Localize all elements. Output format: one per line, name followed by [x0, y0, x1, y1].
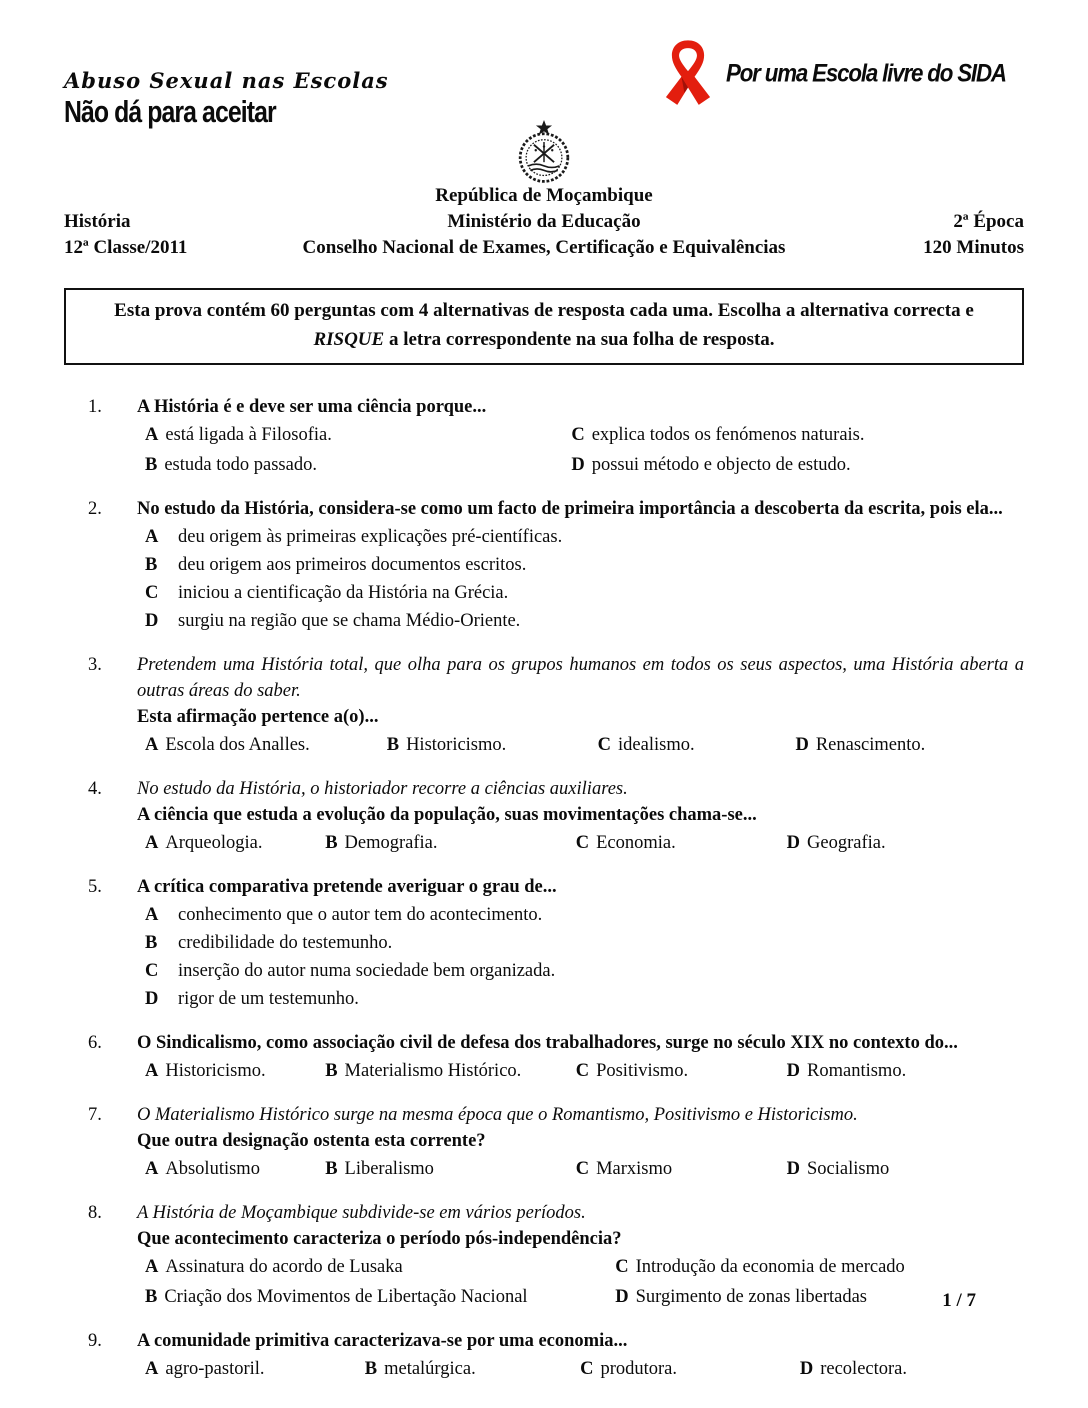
option-letter: C: [575, 1061, 590, 1081]
header-row-2: [64, 235, 1024, 261]
header-class-year: 12ª Classe/2011: [64, 237, 188, 258]
option-text: explica todos os fenómenos naturais.: [591, 425, 865, 445]
option-letter: A: [145, 905, 159, 925]
option-letter: A: [145, 1359, 159, 1379]
header-country: República de Moçambique: [435, 185, 653, 206]
question-stem: O Sindicalismo, como associação civil de defesa dos trabalhadores, surge no século XIX no contexto do...: [137, 1033, 958, 1053]
options-group: [145, 1355, 1024, 1383]
question-number: 5.: [88, 877, 102, 897]
instruction-text-post: a letra correspondente na sua folha de resposta.: [384, 329, 775, 350]
answer-option: [576, 1057, 787, 1085]
option-letter: A: [145, 1257, 159, 1277]
question-number: 9.: [88, 1331, 102, 1351]
option-text: Surgimento de zonas libertadas: [635, 1287, 867, 1307]
question-intro: Pretendem uma História total, que olha para os grupos humanos em todos os seus aspectos, uma História aberta a outras áreas do saber.: [137, 655, 1024, 701]
option-text: deu origem às primeiras explicações pré-científicas.: [178, 527, 563, 547]
answer-option: [576, 1155, 787, 1183]
question-body: [137, 394, 1024, 479]
option-letter: A: [145, 1061, 159, 1081]
option-text: Demografia.: [344, 833, 438, 853]
option-letter: C: [615, 1257, 629, 1277]
answer-option: [145, 421, 571, 449]
option-text: credibilidade do testemunho.: [178, 933, 393, 953]
option-letter: D: [786, 1159, 801, 1179]
answer-option: [145, 1253, 615, 1281]
answer-option: [787, 1155, 1024, 1183]
answer-option: [145, 551, 1024, 579]
document-content: [0, 183, 1088, 1400]
answer-option: [145, 829, 325, 857]
option-text: Arqueologia.: [165, 833, 263, 853]
answer-option: [580, 1355, 800, 1383]
answer-option: [571, 451, 1024, 479]
answer-option: [325, 1155, 576, 1183]
option-letter: B: [145, 455, 158, 475]
question-body: [137, 1200, 1024, 1311]
option-letter: C: [575, 1159, 590, 1179]
option-letter: D: [799, 1359, 814, 1379]
option-letter: B: [145, 555, 158, 575]
option-text: Marxismo: [596, 1159, 673, 1179]
option-letter: B: [325, 1159, 338, 1179]
question-item: [64, 776, 1024, 857]
option-text: Socialismo: [807, 1159, 890, 1179]
option-text: estuda todo passado.: [164, 455, 317, 475]
header-duration: 120 Minutos: [923, 237, 1024, 258]
options-group: [145, 731, 1024, 759]
question-stem: A ciência que estuda a evolução da população, suas movimentações chama-se...: [137, 805, 757, 825]
option-text: possui método e objecto de estudo.: [591, 455, 851, 475]
question-number: 2.: [88, 499, 102, 519]
answer-option: [800, 1355, 1024, 1383]
question-body: [137, 1030, 1024, 1085]
option-text: Historicismo.: [165, 1061, 266, 1081]
option-text: Introdução da economia de mercado: [635, 1257, 905, 1277]
answer-option: [145, 929, 1024, 957]
instruction-text-pre: Esta prova contém 60 perguntas com 4 alternativas de resposta cada uma. Escolha a alternativa correcta e: [114, 300, 974, 321]
option-text: Romantismo.: [807, 1061, 907, 1081]
question-number: 4.: [88, 779, 102, 799]
answer-option: [787, 1057, 1024, 1085]
question-stem: Esta afirmação pertence a(o)...: [137, 707, 379, 727]
option-letter: C: [145, 961, 159, 981]
campaign-slogan: Não dá para aceitar: [64, 95, 276, 129]
option-letter: C: [575, 833, 590, 853]
ribbon-slogan: Por uma Escola livre do SIDA: [726, 59, 1006, 88]
option-letter: B: [386, 735, 400, 755]
option-text: Renascimento.: [815, 735, 926, 755]
answer-option: [365, 1355, 580, 1383]
question-item: [64, 1200, 1024, 1311]
option-text: inserção do autor numa sociedade bem organizada.: [178, 961, 556, 981]
answer-option: [387, 731, 598, 759]
question-body: [137, 1102, 1024, 1183]
question-stem: A comunidade primitiva caracterizava-se por uma economia...: [137, 1331, 628, 1351]
option-text: Historicismo.: [406, 735, 507, 755]
question-body: [137, 776, 1024, 857]
option-letter: C: [571, 425, 585, 445]
question-number: 8.: [88, 1203, 102, 1223]
option-letter: B: [364, 1359, 378, 1379]
question-item: [64, 652, 1024, 759]
question-stem: Que acontecimento caracteriza o período pós-independência?: [137, 1229, 622, 1249]
answer-option: [145, 579, 1024, 607]
aids-ribbon-icon: [652, 38, 724, 112]
answer-option: [145, 1355, 365, 1383]
questions-list: [64, 394, 1024, 1383]
question-body: [137, 1328, 1024, 1383]
options-group: [145, 829, 1024, 857]
question-number: 6.: [88, 1033, 102, 1053]
option-letter: B: [325, 833, 338, 853]
question-number: 3.: [88, 655, 102, 675]
option-text: idealismo.: [618, 735, 695, 755]
option-letter: A: [145, 527, 159, 547]
option-text: agro-pastoril.: [165, 1359, 265, 1379]
question-number: 7.: [88, 1105, 102, 1125]
answer-option: [795, 731, 1024, 759]
options-group: [145, 1155, 1024, 1183]
options-group: [145, 901, 1024, 1013]
instruction-emphasis: RISQUE: [313, 329, 385, 350]
options-group: [145, 421, 1024, 479]
question-stem: Que outra designação ostenta esta corrente?: [137, 1131, 486, 1151]
question-intro: O Materialismo Histórico surge na mesma época que o Romantismo, Positivismo e Historicismo.: [137, 1105, 858, 1125]
question-item: [64, 874, 1024, 1013]
option-letter: A: [145, 425, 159, 445]
option-text: Positivismo.: [596, 1061, 689, 1081]
answer-option: [145, 901, 1024, 929]
question-intro: No estudo da História, o historiador recorre a ciências auxiliares.: [137, 779, 628, 799]
question-intro: A História de Moçambique subdivide-se em vários períodos.: [137, 1203, 586, 1223]
option-letter: D: [615, 1287, 629, 1307]
option-letter: B: [145, 933, 158, 953]
answer-option: [576, 829, 787, 857]
option-text: Criação dos Movimentos de Libertação Nacional: [164, 1287, 528, 1307]
option-letter: D: [795, 735, 809, 755]
options-group: [145, 1057, 1024, 1085]
question-body: [137, 652, 1024, 759]
header-ministry: Ministério da Educação: [447, 211, 641, 232]
option-text: está ligada à Filosofia.: [165, 425, 332, 445]
page-number: 1 / 7: [942, 1290, 976, 1311]
answer-option: [787, 829, 1024, 857]
question-number: 1.: [88, 397, 102, 417]
answer-option: [571, 421, 1024, 449]
option-letter: C: [145, 583, 159, 603]
option-letter: D: [786, 1061, 801, 1081]
question-item: [64, 394, 1024, 479]
answer-option: [145, 957, 1024, 985]
mozambique-emblem-icon: [516, 120, 572, 191]
header-subject: História: [64, 211, 131, 232]
answer-option: [145, 1283, 615, 1311]
answer-option: [145, 523, 1024, 551]
option-letter: D: [786, 833, 801, 853]
option-text: rigor de um testemunho.: [178, 989, 359, 1009]
option-text: Escola dos Analles.: [165, 735, 310, 755]
option-letter: C: [580, 1359, 594, 1379]
answer-option: [145, 1155, 325, 1183]
option-letter: A: [145, 833, 159, 853]
question-body: [137, 874, 1024, 1013]
option-text: Geografia.: [807, 833, 886, 853]
answer-option: [325, 829, 576, 857]
options-group: [145, 1253, 1024, 1311]
option-text: iniciou a cientificação da História na Grécia.: [178, 583, 509, 603]
option-letter: D: [145, 611, 159, 631]
answer-option: [145, 985, 1024, 1013]
instruction-box: [64, 288, 1024, 365]
question-item: [64, 1328, 1024, 1383]
answer-option: [145, 451, 571, 479]
option-text: Materialismo Histórico.: [344, 1061, 522, 1081]
answer-option: [598, 731, 796, 759]
option-text: surgiu na região que se chama Médio-Oriente.: [178, 611, 521, 631]
question-item: [64, 1102, 1024, 1183]
question-body: [137, 496, 1024, 635]
header-row-1: [64, 209, 1024, 235]
question-stem: No estudo da História, considera-se como um facto de primeira importância a descoberta da escrita, pois ela...: [137, 499, 1003, 519]
options-group: [145, 523, 1024, 635]
answer-option: [325, 1057, 576, 1085]
option-text: Absolutismo: [165, 1159, 260, 1179]
header-council: Conselho Nacional de Exames, Certificação e Equivalências: [302, 237, 786, 258]
question-item: [64, 496, 1024, 635]
option-letter: D: [571, 455, 585, 475]
answer-option: [145, 607, 1024, 635]
question-item: [64, 1030, 1024, 1085]
option-letter: A: [145, 735, 159, 755]
option-letter: A: [145, 1159, 159, 1179]
option-text: recolectora.: [820, 1359, 908, 1379]
option-text: produtora.: [600, 1359, 678, 1379]
option-letter: D: [145, 989, 159, 1009]
campaign-block-right: [652, 38, 1015, 112]
answer-option: [615, 1253, 1024, 1281]
question-stem: A História é e deve ser uma ciência porque...: [137, 397, 487, 417]
campaign-block-left: [64, 68, 389, 129]
option-letter: B: [325, 1061, 338, 1081]
option-text: metalúrgica.: [384, 1359, 476, 1379]
option-text: Liberalismo: [344, 1159, 434, 1179]
campaign-script-line: Abuso Sexual nas Escolas: [64, 68, 389, 93]
option-text: deu origem aos primeiros documentos escritos.: [178, 555, 527, 575]
question-stem: A crítica comparativa pretende averiguar o grau de...: [137, 877, 557, 897]
option-text: conhecimento que o autor tem do acontecimento.: [178, 905, 543, 925]
answer-option: [145, 1057, 325, 1085]
option-letter: B: [145, 1287, 158, 1307]
option-text: Economia.: [596, 833, 676, 853]
option-text: Assinatura do acordo de Lusaka: [165, 1257, 403, 1277]
answer-option: [145, 731, 387, 759]
option-letter: C: [597, 735, 612, 755]
header-epoch: 2ª Época: [953, 211, 1024, 232]
